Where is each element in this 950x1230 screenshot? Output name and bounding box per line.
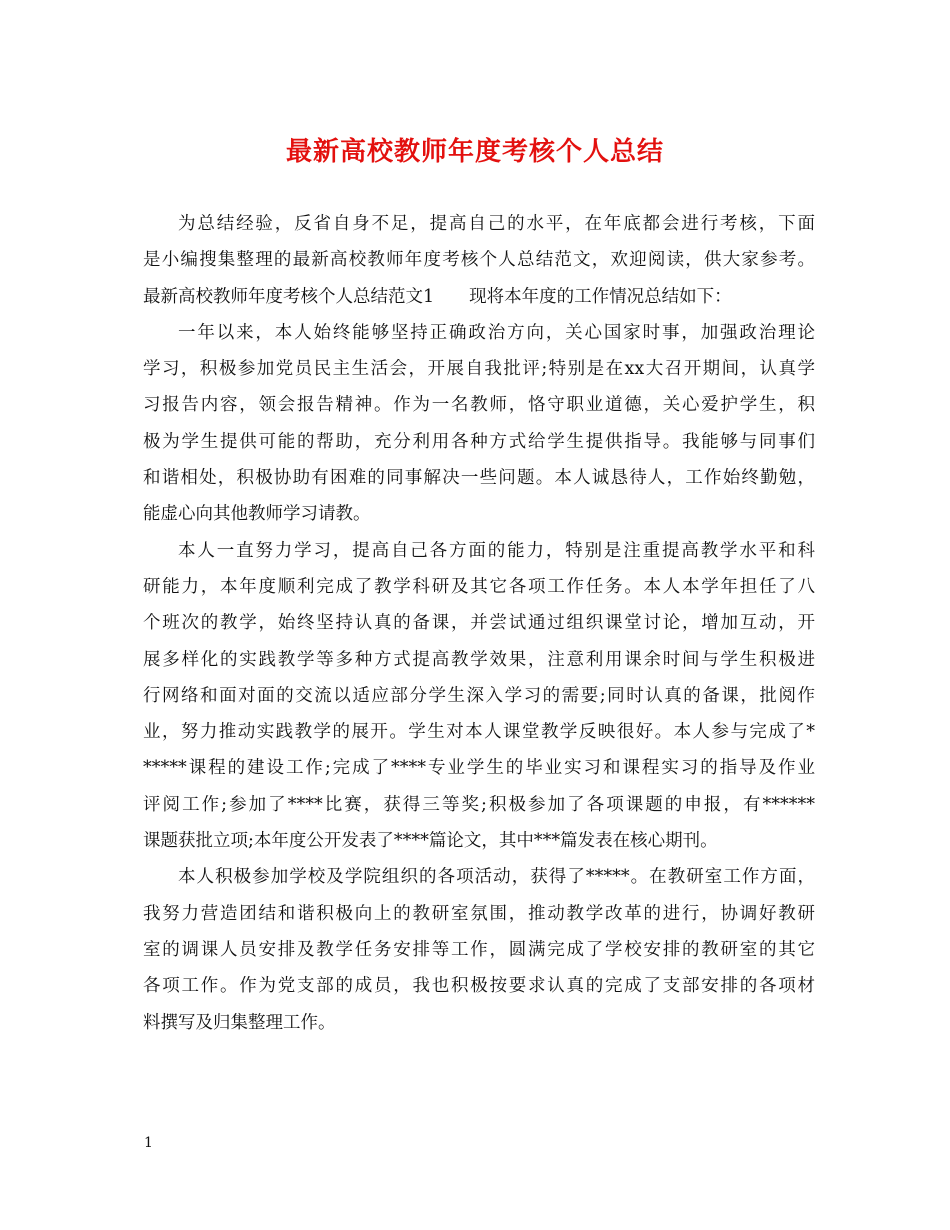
text-line: 料撰写及归集整理工作。 (143, 1012, 336, 1033)
text-line: 室的调课人员安排及教学任务安排等工作，圆满完成了学校安排的教研室的其它 (143, 939, 815, 960)
text-line: 为总结经验，反省自身不足，提高自己的水平，在年底都会进行考核，下面 (178, 214, 815, 234)
text-line: 展多样化的实践教学等多种方式提高教学效果，注意利用课余时间与学生积极进 (143, 649, 815, 670)
text-line: 学习，积极参加党员民主生活会，开展自我批评;特别是在xx大召开期间，认真学 (143, 359, 815, 380)
text-line: 本人积极参加学校及学院组织的各项活动，获得了*****。在教研室工作方面， (178, 867, 815, 888)
document-title: 最新高校教师年度考核个人总结 (285, 137, 664, 167)
text-line: 课题获批立项;本年度公开发表了****篇论文，其中***篇发表在核心期刊。 (143, 831, 718, 852)
text-line: 一年以来，本人始终能够坚持正确政治方向，关心国家时事，加强政治理论 (178, 322, 815, 343)
page-number: 1 (144, 1135, 153, 1151)
text-line: 业，努力推动实践教学的展开。学生对本人课堂教学反映很好。本人参与完成了* (143, 722, 815, 743)
text-line: 最新高校教师年度考核个人总结范文1 现将本年度的工作情况总结如下： (143, 286, 732, 307)
document-body (143, 206, 815, 1041)
text-line: 个班次的教学，始终坚持认真的备课，并尝试通过组织课堂讨论，增加互动，开 (143, 613, 815, 634)
text-line: 是小编搜集整理的最新高校教师年度考核个人总结范文，欢迎阅读，供大家参考。 (143, 250, 815, 271)
text-line: 我努力营造团结和谐积极向上的教研室氛围，推动教学改革的进行，协调好教研 (143, 903, 815, 924)
text-line: 极为学生提供可能的帮助，充分利用各种方式给学生提供指导。我能够与同事们 (143, 431, 815, 452)
text-line: 本人一直努力学习，提高自己各方面的能力，特别是注重提高教学水平和科 (178, 540, 815, 561)
text-line: 习报告内容，领会报告精神。作为一名教师，恪守职业道德，关心爱护学生，积 (143, 395, 815, 416)
text-line: 行网络和面对面的交流以适应部分学生深入学习的需要;同时认真的备课，批阅作 (143, 685, 815, 706)
text-line: 研能力，本年度顺利完成了教学科研及其它各项工作任务。本人本学年担任了八 (143, 576, 815, 597)
text-line: 各项工作。作为党支部的成员，我也积极按要求认真的完成了支部安排的各项材 (143, 976, 815, 997)
text-line: 评阅工作;参加了****比赛，获得三等奖;积极参加了各项课题的申报，有****** (143, 794, 815, 815)
text-line: 和谐相处，积极协助有困难的同事解决一些问题。本人诚恳待人，工作始终勤勉， (143, 468, 815, 489)
text-line: *****课程的建设工作;完成了****专业学生的毕业实习和课程实习的指导及作业 (143, 758, 815, 779)
text-line: 能虚心向其他教师学习请教。 (143, 504, 371, 525)
